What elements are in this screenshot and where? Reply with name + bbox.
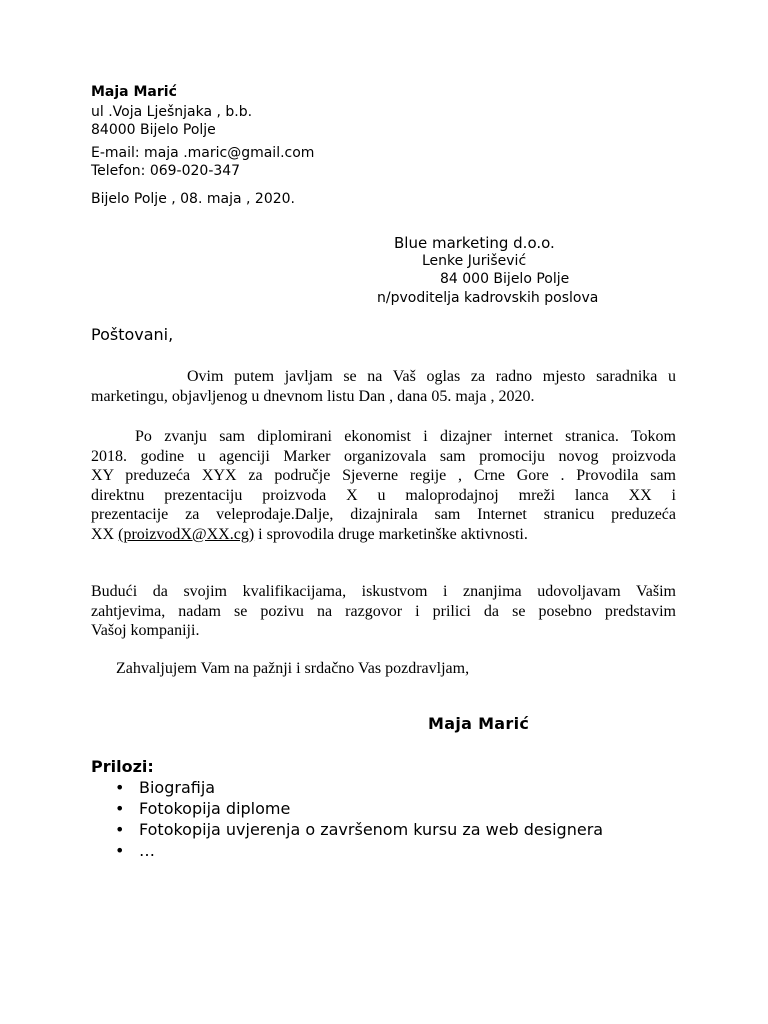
paragraph-2-line: 2018. godine u agenciji Marker organizovala sam promociju novog proizvoda bbox=[91, 447, 676, 465]
bullet-icon: • bbox=[115, 841, 125, 860]
recipient-person: Lenke Jurišević bbox=[422, 253, 527, 269]
paragraph-2-line: XY preduzeća XYX za područje Sjeverne regije , Crne Gore . Provodila sam bbox=[91, 467, 676, 484]
place-date: Bijelo Polje , 08. maja , 2020. bbox=[91, 191, 295, 207]
paragraph-2-line: direktnu prezentaciju proizvoda X u maloprodajnoj mreži lanca XX i bbox=[91, 486, 676, 504]
paragraph-2 bbox=[91, 427, 676, 544]
paragraph-1-line: marketingu, objavljenog u dnevnom listu Dan , dana 05. maja , 2020. bbox=[91, 387, 535, 405]
sender-address-line1: ul .Voja Lješnjaka , b.b. bbox=[91, 104, 253, 120]
list-item bbox=[91, 777, 603, 798]
bullet-icon: • bbox=[115, 799, 125, 818]
paragraph-1 bbox=[91, 367, 676, 406]
paragraph-2-line: Po zvanju sam diplomirani ekonomist i dizajner internet stranica. Tokom bbox=[135, 428, 676, 445]
sender-email: E-mail: maja .maric@gmail.com bbox=[91, 145, 315, 161]
attachment-label: Fotokopija diplome bbox=[139, 799, 291, 818]
recipient-attention: n/pvoditelja kadrovskih poslova bbox=[377, 290, 599, 306]
sender-name: Maja Marić bbox=[91, 84, 177, 100]
bullet-icon: • bbox=[115, 820, 125, 839]
recipient-company: Blue marketing d.o.o. bbox=[394, 234, 555, 252]
paragraph-2-text: i sprovodila druge marketinške aktivnosti. bbox=[254, 525, 528, 543]
paragraph-3-line: Budući da svojim kvalifikacijama, iskustvom i znanjima udovoljavam Vašim bbox=[91, 583, 676, 600]
attachments-list bbox=[91, 777, 603, 861]
paragraph-3 bbox=[91, 582, 676, 641]
signature: Maja Marić bbox=[428, 714, 530, 733]
sender-phone: Telefon: 069-020-347 bbox=[91, 163, 241, 179]
list-item bbox=[91, 819, 603, 840]
paragraph-2-line bbox=[91, 525, 676, 545]
paragraph-3-line: Vašoj kompaniji. bbox=[91, 622, 200, 639]
attachment-label: … bbox=[139, 841, 155, 860]
bullet-icon: • bbox=[115, 778, 125, 797]
attachments-title: Prilozi: bbox=[91, 757, 154, 776]
greeting: Poštovani, bbox=[91, 325, 174, 344]
list-item bbox=[91, 840, 603, 861]
recipient-city: 84 000 Bijelo Polje bbox=[440, 271, 570, 287]
paragraph-2-text: XX bbox=[91, 525, 119, 543]
email-link[interactable]: (proizvodX@XX.cg) bbox=[118, 525, 255, 543]
list-item bbox=[91, 798, 603, 819]
paragraph-3-line: zahtjevima, nadam se pozivu na razgovor i prilici da se posebno predstavim bbox=[91, 602, 676, 620]
paragraph-1-line: Ovim putem javljam se na Vaš oglas za radno mjesto saradnika u bbox=[187, 368, 676, 385]
closing-line: Zahvaljujem Vam na pažnji i srdačno Vas pozdravljam, bbox=[116, 660, 470, 677]
sender-address-line2: 84000 Bijelo Polje bbox=[91, 122, 216, 138]
attachment-label: Biografija bbox=[139, 778, 216, 797]
paragraph-2-line: prezentacije za veleprodaje.Dalje, dizajnirala sam Internet stranicu preduzeća bbox=[91, 506, 676, 523]
attachment-label: Fotokopija uvjerenja o završenom kursu za web designera bbox=[139, 820, 604, 839]
